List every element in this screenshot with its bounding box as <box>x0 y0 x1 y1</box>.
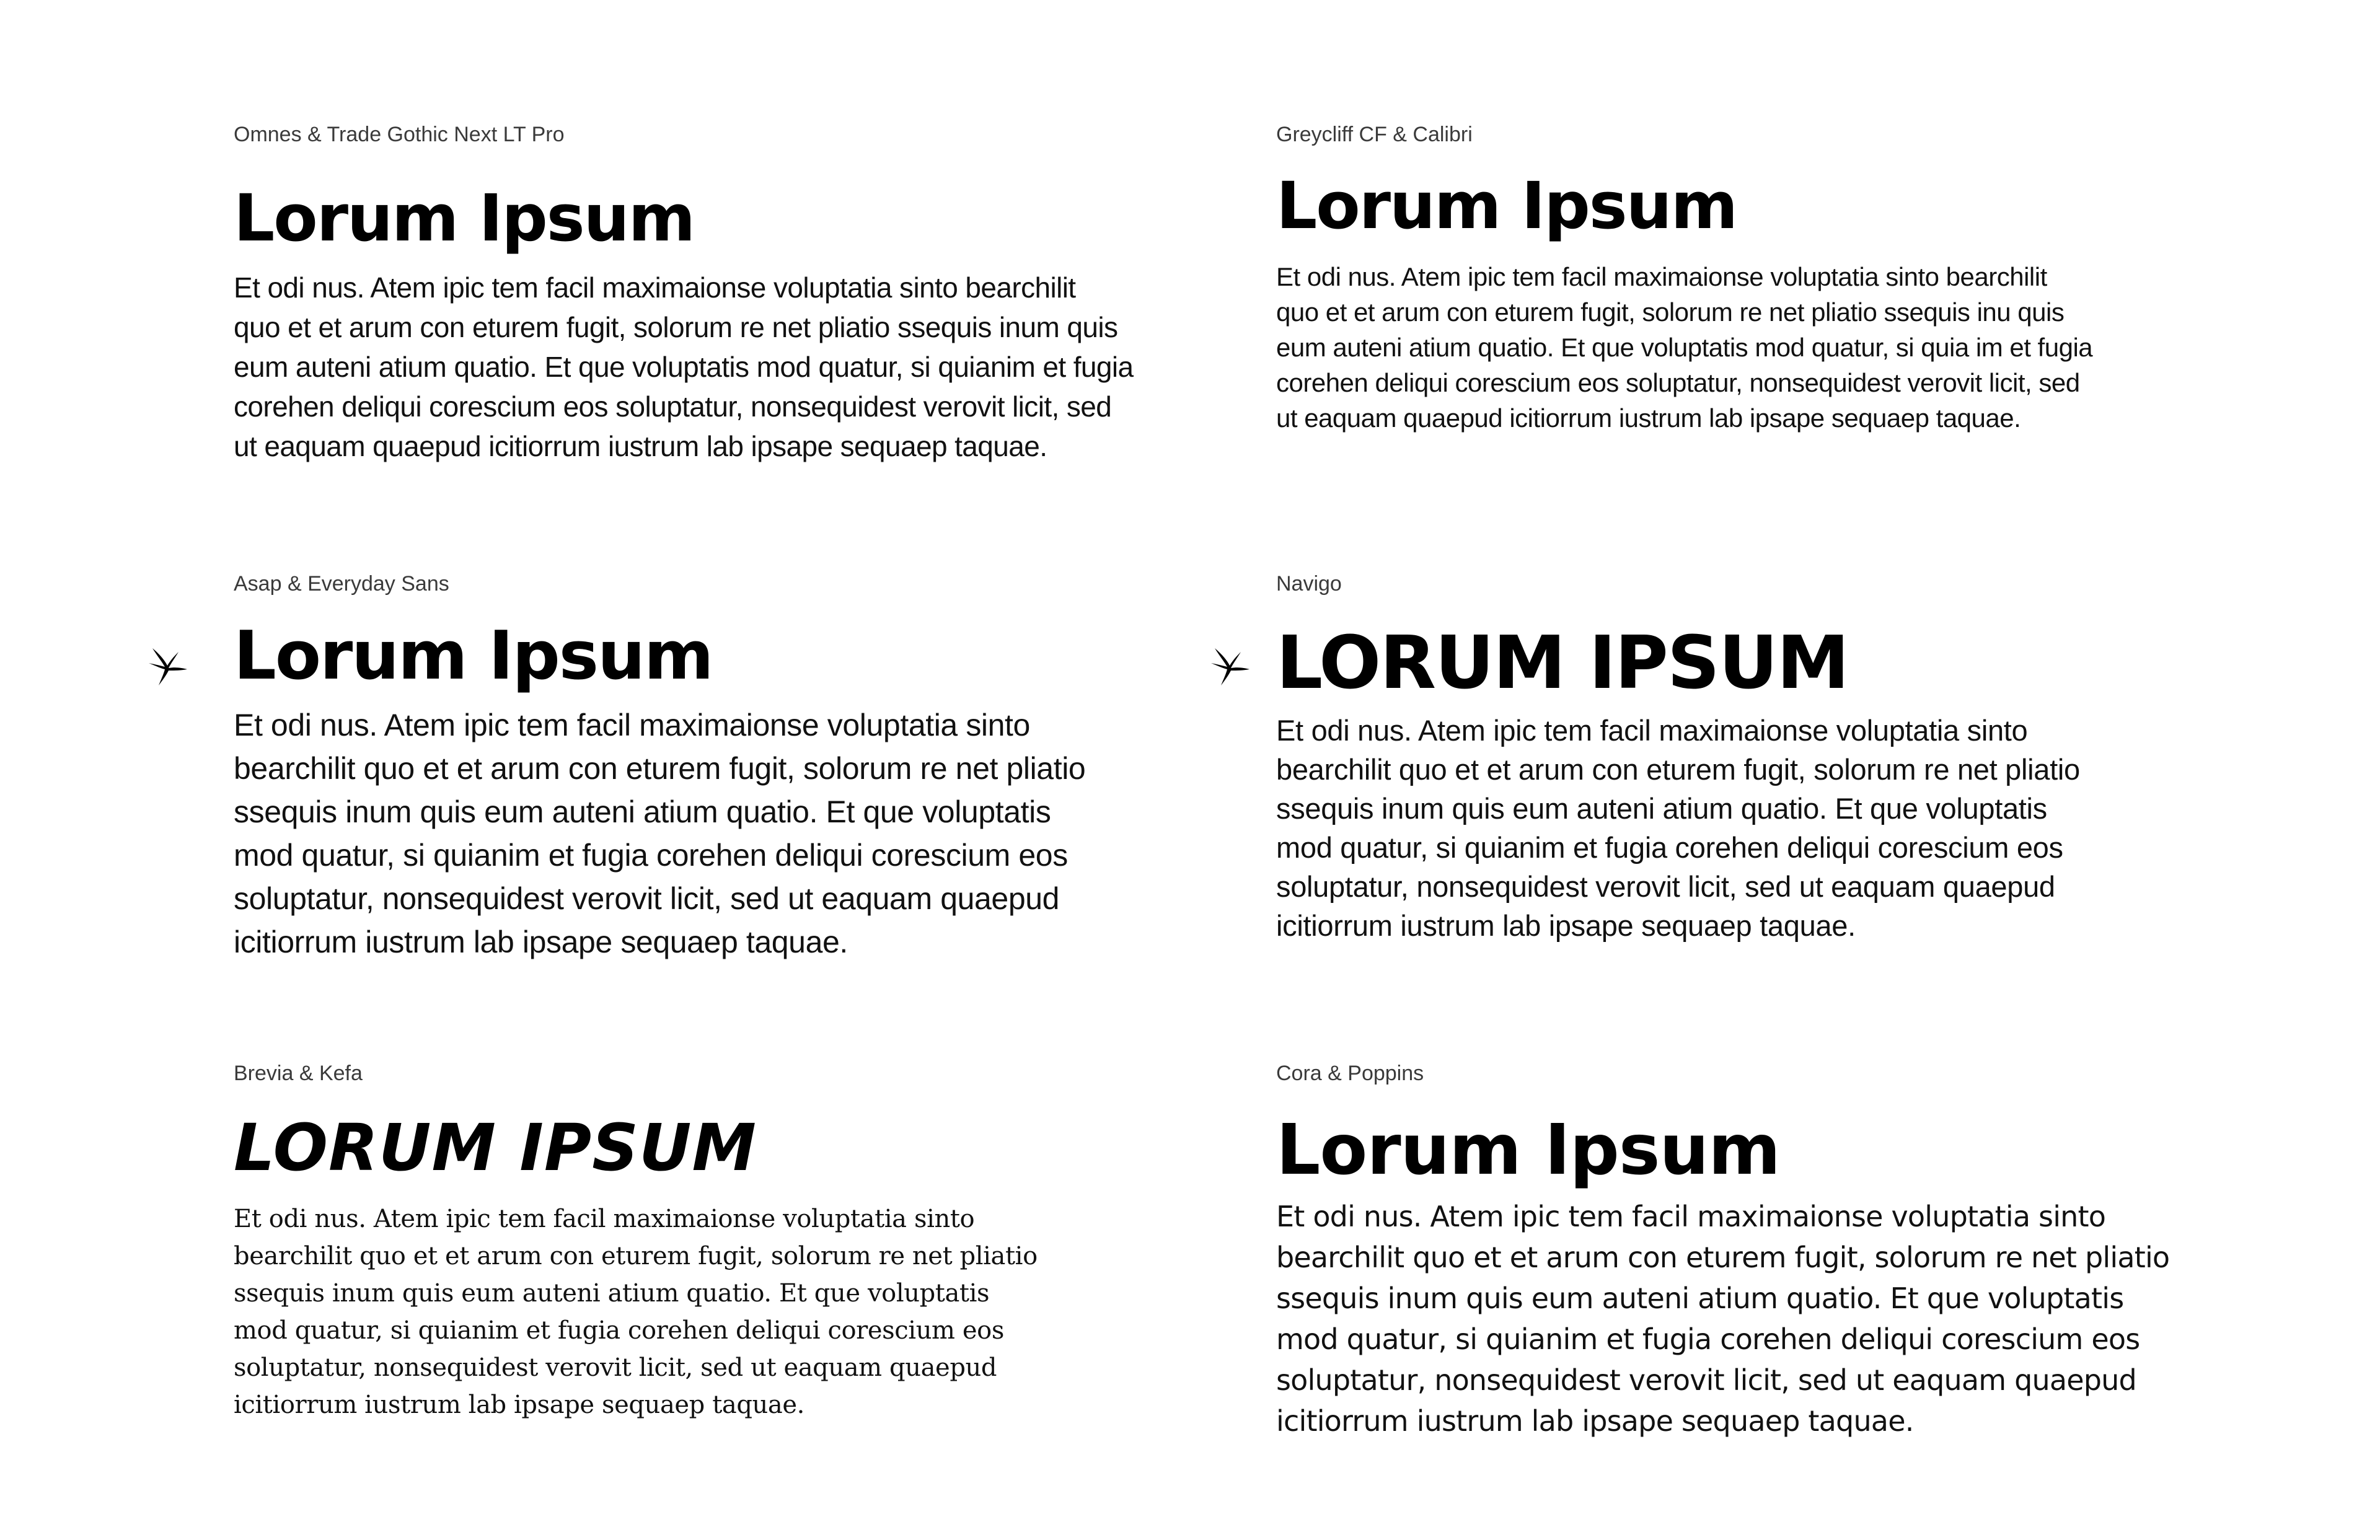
font-pairing-card <box>234 572 1086 959</box>
body-line: Et odi nus. Atem ipic tem facil maximaionse voluptatia sinto <box>234 708 1030 742</box>
font-pairing-card <box>234 1062 1038 1419</box>
body-line: ut eaquam quaepud icitiorrum iustrum lab ipsape sequaep taquae. <box>1276 403 2021 433</box>
body-line: mod quatur, si quianim et fugia corehen deliqui corescium eos <box>1276 831 2063 864</box>
sample-heading: Lorum Ipsum <box>1276 1110 1780 1190</box>
pairing-label: Asap & Everyday Sans <box>234 572 449 596</box>
pairing-label: Omnes & Trade Gothic Next LT Pro <box>234 123 565 146</box>
sample-body <box>1276 259 2092 436</box>
body-line: eum auteni atium quatio. Et que voluptatis mod quatur, si quianim et fugia <box>234 351 1134 383</box>
pairing-label: Brevia & Kefa <box>234 1062 363 1085</box>
body-line: quo et et arum con eturem fugit, solorum re net pliatio ssequis inu quis <box>1276 297 2065 327</box>
body-line: mod quatur, si quianim et fugia corehen deliqui corescium eos <box>234 838 1068 873</box>
body-line: quo et et arum con eturem fugit, solorum re net pliatio ssequis inum quis <box>234 311 1118 343</box>
body-line: soluptatur, nonsequidest verovit licit, sed ut eaquam quaepud <box>234 1353 997 1382</box>
sample-body <box>234 703 1085 964</box>
body-line: icitiorrum iustrum lab ipsape sequaep taquae. <box>234 1391 804 1419</box>
body-line: Et odi nus. Atem ipic tem facil maximaionse voluptatia sinto <box>1276 1200 2106 1233</box>
pairing-label: Greycliff CF & Calibri <box>1276 123 1473 146</box>
body-line: mod quatur, si quianim et fugia corehen deliqui corescium eos <box>234 1316 1004 1345</box>
body-line: bearchilit quo et et arum con eturem fugit, solorum re net pliatio <box>1276 1241 2170 1274</box>
body-line: Et odi nus. Atem ipic tem facil maximaionse voluptatia sinto bearchilit <box>1276 262 2047 291</box>
body-line: mod quatur, si quianim et fugia corehen deliqui corescium eos <box>1276 1322 2140 1356</box>
sample-body <box>1276 711 2080 945</box>
body-line: bearchilit quo et et arum con eturem fugit, solorum re net pliatio <box>1276 753 2080 786</box>
sample-heading: Lorum Ipsum <box>234 180 695 256</box>
body-line: icitiorrum iustrum lab ipsape sequaep taquae. <box>1276 1404 1914 1438</box>
font-pairing-card <box>1276 572 2080 942</box>
body-line: corehen deliqui corescium eos soluptatur, nonsequidest verovit licit, sed <box>234 390 1112 423</box>
body-line: soluptatur, nonsequidest verovit licit, sed ut eaquam quaepud <box>1276 1363 2136 1397</box>
body-line: ssequis inum quis eum auteni atium quatio. Et que voluptatis <box>234 794 1051 829</box>
body-line: Et odi nus. Atem ipic tem facil maximaionse voluptatia sinto <box>234 1205 975 1233</box>
font-pairing-card <box>1276 1062 2170 1438</box>
body-line: icitiorrum iustrum lab ipsape sequaep taquae. <box>1276 909 1856 942</box>
body-line: ut eaquam quaepud icitiorrum iustrum lab ipsape sequaep taquae. <box>234 430 1047 462</box>
asterisk-star-icon <box>1206 641 1253 688</box>
body-line: soluptatur, nonsequidest verovit licit, sed ut eaquam quaepud <box>1276 870 2055 903</box>
font-pairing-card <box>1276 123 2093 433</box>
sample-body <box>1276 1196 2169 1441</box>
font-pairing-card <box>234 123 1134 462</box>
body-line: ssequis inum quis eum auteni atium quatio. Et que voluptatis <box>1276 1282 2124 1315</box>
asterisk-star-icon <box>144 641 191 688</box>
body-line: bearchilit quo et et arum con eturem fugit, solorum re net pliatio <box>234 751 1086 786</box>
sample-heading: Lorum Ipsum <box>1276 168 1737 244</box>
sample-heading: LORUM IPSUM <box>1276 620 1849 705</box>
body-line: ssequis inum quis eum auteni atium quatio. Et que voluptatis <box>1276 792 2047 825</box>
sample-body <box>234 268 1134 466</box>
body-line: ssequis inum quis eum auteni atium quatio. Et que voluptatis <box>234 1279 990 1308</box>
pairing-label: Cora & Poppins <box>1276 1062 1424 1085</box>
body-line: corehen deliqui corescium eos soluptatur, nonsequidest verovit licit, sed <box>1276 368 2080 397</box>
body-line: Et odi nus. Atem ipic tem facil maximaionse voluptatia sinto bearchilit <box>234 271 1076 304</box>
body-line: eum auteni atium quatio. Et que voluptatis mod quatur, si quia im et fugia <box>1276 333 2093 362</box>
sample-body <box>234 1200 1038 1423</box>
body-line: Et odi nus. Atem ipic tem facil maximaionse voluptatia sinto <box>1276 714 2028 747</box>
body-line: bearchilit quo et et arum con eturem fugit, solorum re net pliatio <box>234 1242 1038 1270</box>
body-line: icitiorrum iustrum lab ipsape sequaep taquae. <box>234 925 848 959</box>
pairing-label: Navigo <box>1276 572 1342 596</box>
sample-heading: Lorum Ipsum <box>234 617 713 695</box>
sample-heading: LORUM IPSUM <box>234 1110 757 1186</box>
body-line: soluptatur, nonsequidest verovit licit, sed ut eaquam quaepud <box>234 881 1060 916</box>
